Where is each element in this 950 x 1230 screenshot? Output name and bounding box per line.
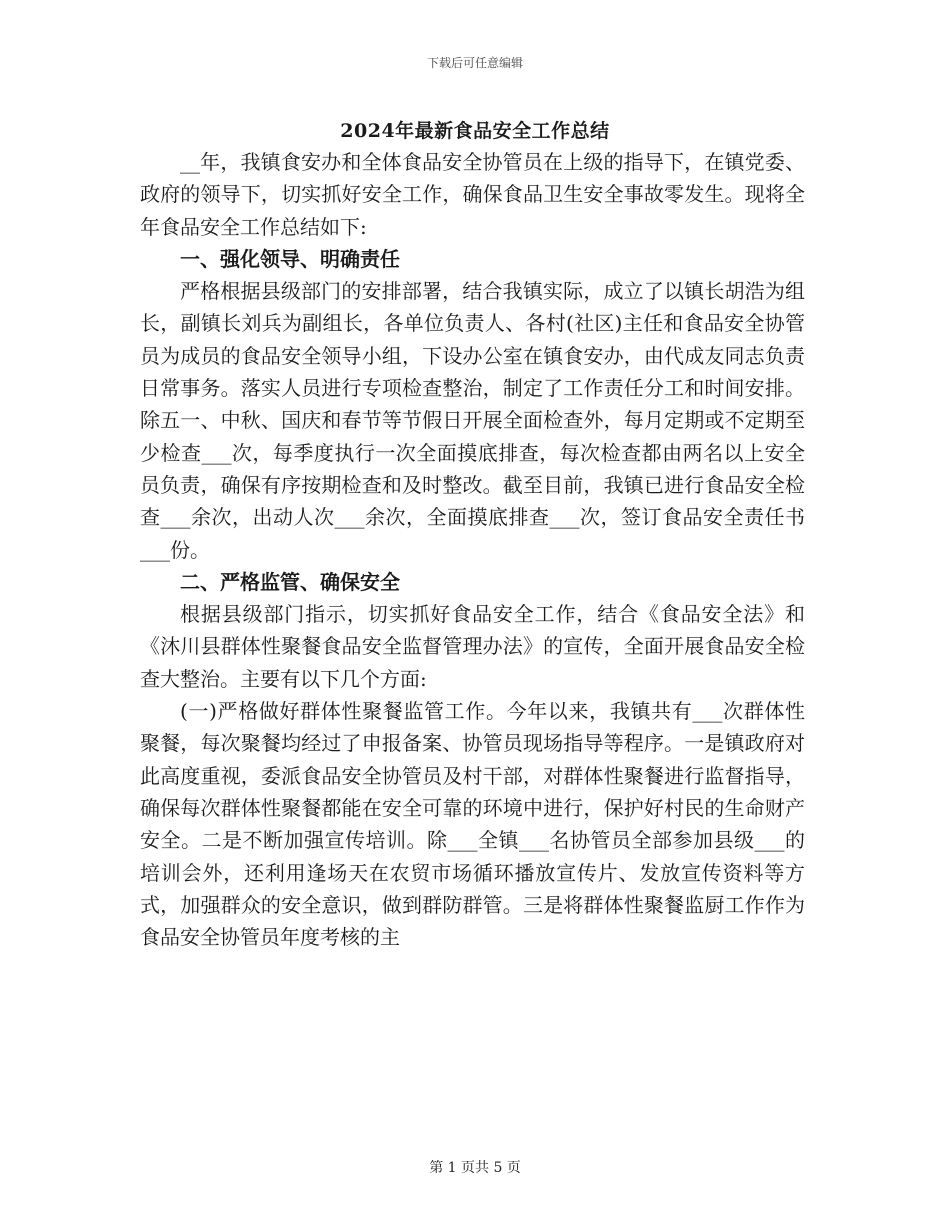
section-heading-2: 二、严格监管、确保安全 [180,569,400,594]
header-note: 下载后可任意编辑 [426,56,523,70]
document-body [140,146,805,953]
section-heading-1: 一、强化领导、明确责任 [180,246,400,271]
section-2-paragraph: 根据县级部门指示，切实抓好食品安全工作，结合《食品安全法》和《沐川县群体性聚餐食品安全监督管理办法》的宣传，全面开展食品安全检查大整治。主要有以下几个方面: [140,602,805,691]
intro-paragraph: __年，我镇食安办和全体食品安全协管员在上级的指导下，在镇党委、政府的领导下，切实抓好安全工作，确保食品卫生安全事故零发生。现将全年食品安全工作总结如下: [140,150,805,239]
document-title: 2024年最新食品安全工作总结 [340,120,610,142]
page-footer: 第 1 页共 5 页 [429,1160,521,1176]
subsection-1-paragraph: (一)严格做好群体性聚餐监管工作。今年以来，我镇共有___次群体性聚餐，每次聚餐均经过了申报备案、协管员现场指导等程序。一是镇政府对此高度重视，委派食品安全协管员及村干部，对群体性聚餐进行监督指导，确保每次群体性聚餐都能在安全可靠的环境中进行，保护好村民的生命财产安全。二是不断加强宣传培训。除___全镇___名协管员全部参加县级___的培训会外，还利用逢场天在农贸市场循环播放宣传片、发放宣传资料等方式，加强群众的安全意识，做到群防群管。三是将群体性聚餐监厨工作作为食品安全协管员年度考核的主 [140,699,805,950]
section-1-paragraph: 严格根据县级部门的安排部署，结合我镇实际，成立了以镇长胡浩为组长，副镇长刘兵为副组长，各单位负责人、各村(社区)主任和食品安全协管员为成员的食品安全领导小组，下设办公室在镇食安办，由代成友同志负责日常事务。落实人员进行专项检查整治，制定了工作责任分工和时间安排。除五一、中秋、国庆和春节等节假日开展全面检查外，每月定期或不定期至少检查___次，每季度执行一次全面摸底排查，每次检查都由两名以上安全员负责，确保有序按期检查和及时整改。截至目前，我镇已进行食品安全检查___余次，出动人次___余次，全面摸底排查___次，签订食品安全责任书___份。 [140,279,805,562]
